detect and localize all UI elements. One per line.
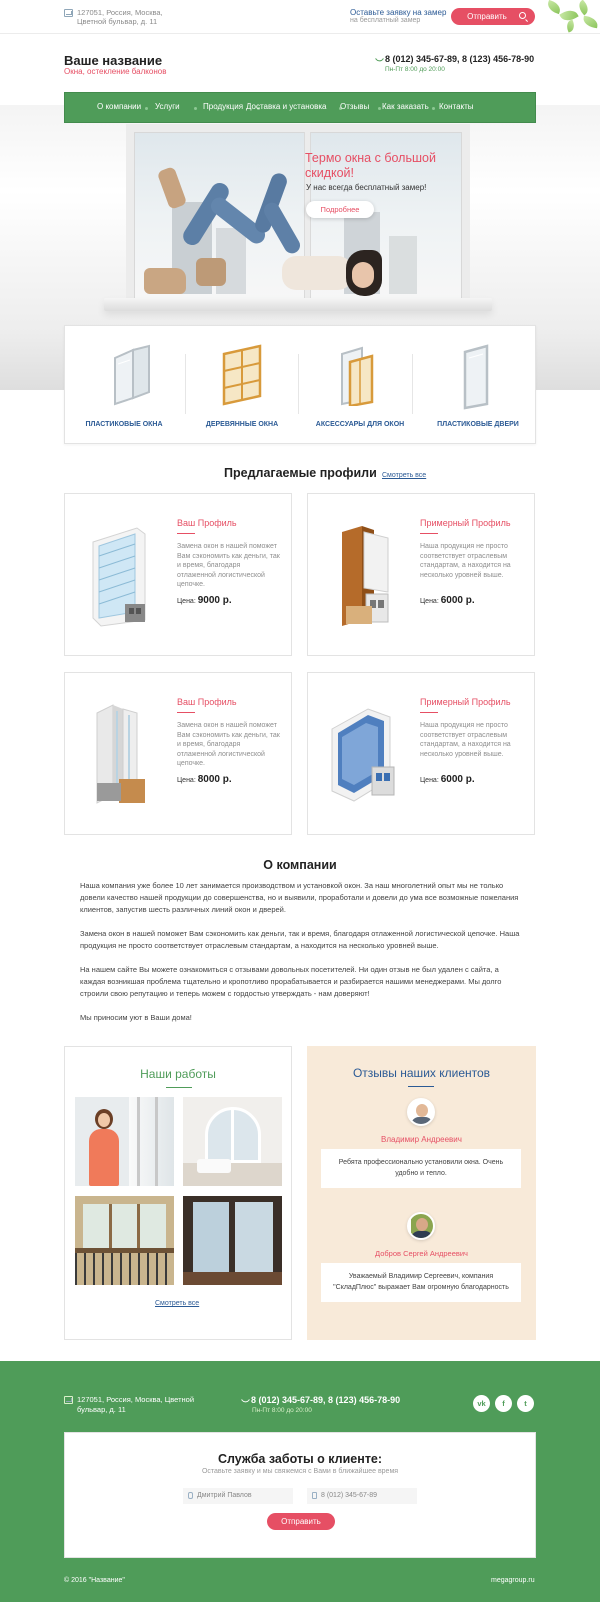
developer-credit-link[interactable]: megagroup.ru [491, 1577, 535, 1584]
nav-item-contacts[interactable]: Контакты [439, 102, 474, 111]
nav-item-about[interactable]: О компании [97, 102, 142, 111]
profile-title[interactable]: Примерный Профиль [420, 518, 511, 528]
phone-icon [375, 54, 385, 64]
profile-description: Замена окон в нашей поможет Вам сэкономить как деньги, так и время, благодаря отлаженной логистической цепочке. [177, 543, 280, 588]
hero-more-button[interactable]: Подробнее [306, 201, 374, 218]
profile-title[interactable]: Ваш Профиль [177, 518, 237, 528]
about-paragraph: На нашем сайте Вы можете ознакомиться с отзывами довольных посетителей. Ни один отзыв не был удален с сайта, а каждая возникшая проблема тщательно и кропотливо прорабатывается и разбирается нашими менеджерами. Мы долго строили свою репутацию и теперь можем с гордостью утверждать - нам доверяют! [80, 965, 502, 998]
phone-placeholder: 8 (012) 345-67-89 [321, 1492, 378, 1499]
header-phone[interactable]: 8 (012) 345-67-89, 8 (123) 456-78-90 [385, 54, 535, 64]
works-title: Наши работы [140, 1067, 216, 1081]
birch-leaves-decoration [535, 0, 600, 34]
window-profile-image [83, 522, 163, 627]
about-paragraph: Мы приносим уют в Ваши дома! [80, 1013, 192, 1022]
window-sill [104, 298, 492, 311]
profiles-see-all-link[interactable]: Смотреть все [382, 472, 427, 479]
callback-title: Оставьте заявку на замер [350, 8, 447, 17]
category-plastic-doors[interactable] [419, 326, 537, 445]
brand-tagline: Окна, остекление балконов [64, 67, 167, 76]
profile-card[interactable] [307, 672, 535, 835]
category-label: ДЕРЕВЯННЫЕ ОКНА [205, 421, 279, 428]
main-nav [64, 92, 536, 123]
map-icon [64, 1396, 73, 1404]
callback-subtitle: на бесплатный замер [350, 17, 421, 24]
facebook-icon[interactable]: f [495, 1395, 512, 1412]
nav-item-delivery[interactable]: Доставка и установка [246, 102, 327, 111]
top-send-button[interactable] [451, 8, 535, 25]
profile-card[interactable] [64, 672, 292, 835]
category-plastic-windows[interactable] [65, 326, 183, 445]
brand-name[interactable]: Ваше название [64, 53, 163, 68]
profile-title[interactable]: Примерный Профиль [420, 697, 511, 707]
reviewer-name: Добров Сергей Андреевич [375, 1249, 468, 1258]
category-label: ПЛАСТИКОВЫЕ ОКНА [85, 421, 163, 428]
profile-description: Наша продукция не просто соответствует отраслевым стандартам, а находится на несколько уровней выше. [420, 722, 511, 758]
top-send-label: Отправить [467, 12, 507, 21]
profiles-title: Предлагаемые профили [224, 466, 377, 480]
nav-item-products[interactable]: Продукция [203, 102, 244, 111]
search-icon [519, 12, 526, 19]
header-hours: Пн-Пт 8:00 до 20:00 [385, 66, 445, 73]
nav-item-services[interactable]: Услуги [155, 102, 180, 111]
profile-price: Цена: 6000 р. [420, 774, 475, 785]
profile-price: Цена: 6000 р. [420, 595, 475, 606]
twitter-icon[interactable]: t [517, 1395, 534, 1412]
user-icon [188, 1492, 193, 1499]
name-placeholder: Дмитрий Павлов [197, 1492, 252, 1499]
works-panel [64, 1046, 292, 1340]
phone-field-icon [312, 1492, 317, 1499]
avatar [407, 1098, 435, 1126]
footer [0, 1361, 600, 1602]
window-profile-image [326, 522, 406, 627]
form-title: Служба заботы о клиенте: [217, 1452, 383, 1466]
window-profile-image [326, 701, 406, 806]
profile-price: Цена: 9000 р. [177, 595, 232, 606]
profile-description: Наша продукция не просто соответствует отраслевым стандартам, а находится на несколько уровней выше. [420, 543, 511, 579]
name-input[interactable] [183, 1488, 293, 1504]
work-photo[interactable] [75, 1097, 174, 1186]
profile-card[interactable] [64, 493, 292, 656]
form-send-button[interactable]: Отправить [267, 1513, 335, 1530]
nav-item-reviews[interactable]: Отзывы [340, 102, 370, 111]
category-accessories[interactable] [301, 326, 419, 445]
work-photo[interactable] [75, 1196, 174, 1285]
review-text: Ребята профессионально установили окна. Очень удобно и тепло. [321, 1149, 521, 1188]
top-address: 127051, Россия, Москва, Цветной бульвар, д. 11 [77, 8, 163, 26]
work-photo[interactable] [183, 1196, 282, 1285]
category-panel [64, 325, 536, 444]
hero-subtitle: У нас всегда бесплатный замер! [306, 183, 427, 192]
top-bar [0, 0, 600, 34]
footer-address: 127051, Россия, Москва, Цветной бульвар, д. 11 [77, 1395, 195, 1414]
profile-title[interactable]: Ваш Профиль [177, 697, 237, 707]
category-wooden-windows[interactable] [183, 326, 301, 445]
form-subtitle: Оставьте заявку и мы свяжемся с Вами в ближайшее время [201, 1468, 399, 1475]
footer-hours: Пн-Пт 8:00 до 20:00 [252, 1407, 312, 1414]
about-paragraph: Замена окон в нашей поможет Вам сэкономить как деньги, так и время, благодаря отлаженной логистической цепочке. Наша продукция не просто соответствует отраслевым стандартам, а находится на несколько уровней выше. [80, 929, 520, 950]
phone-icon [241, 1395, 251, 1405]
work-photo[interactable] [183, 1097, 282, 1186]
nav-item-how-to-order[interactable]: Как заказать [382, 102, 429, 111]
about-paragraph: Наша компания уже более 10 лет занимается производством и установкой окон. За наш многолетний опыт мы не только довели качество нашей продукции до совершенства, но и выявили, проработали и довели до ума все возможные пожелания клиентов, запустив шесть различных линий окон и дверей. [80, 881, 519, 914]
review-text: Уважаемый Владимир Сергеевич, компания "СкладПлюс" выражает Вам огромную благодарность [321, 1263, 521, 1302]
wooden-window-icon [220, 344, 264, 406]
window-accessories-icon [338, 344, 382, 406]
hero-title: Термо окна с большой скидкой! [305, 151, 436, 180]
category-label: ПЛАСТИКОВЫЕ ДВЕРИ [437, 421, 519, 428]
copyright: © 2016 "Название" [64, 1577, 125, 1584]
reviews-panel [307, 1046, 536, 1340]
about-title: О компании [263, 858, 337, 872]
works-see-all-link[interactable]: Смотреть все [155, 1300, 200, 1307]
profile-description: Замена окон в нашей поможет Вам сэкономить как деньги, так и время, благодаря отлаженной логистической цепочке. [177, 722, 280, 767]
callback-form [64, 1432, 536, 1558]
reviews-title: Отзывы наших клиентов [352, 1066, 491, 1080]
vk-icon[interactable]: vk [473, 1395, 490, 1412]
window-profile-image [83, 701, 163, 806]
category-label: АКСЕССУАРЫ ДЛЯ ОКОН [315, 421, 405, 428]
plastic-door-icon [459, 344, 495, 410]
map-icon [64, 9, 73, 17]
profile-card[interactable] [307, 493, 535, 656]
profile-price: Цена: 8000 р. [177, 774, 232, 785]
avatar [407, 1212, 435, 1240]
plastic-window-icon [109, 344, 153, 406]
reviewer-name: Владимир Андреевич [381, 1135, 462, 1144]
footer-phone[interactable]: 8 (012) 345-67-89, 8 (123) 456-78-90 [251, 1395, 401, 1405]
phone-input[interactable] [307, 1488, 417, 1504]
